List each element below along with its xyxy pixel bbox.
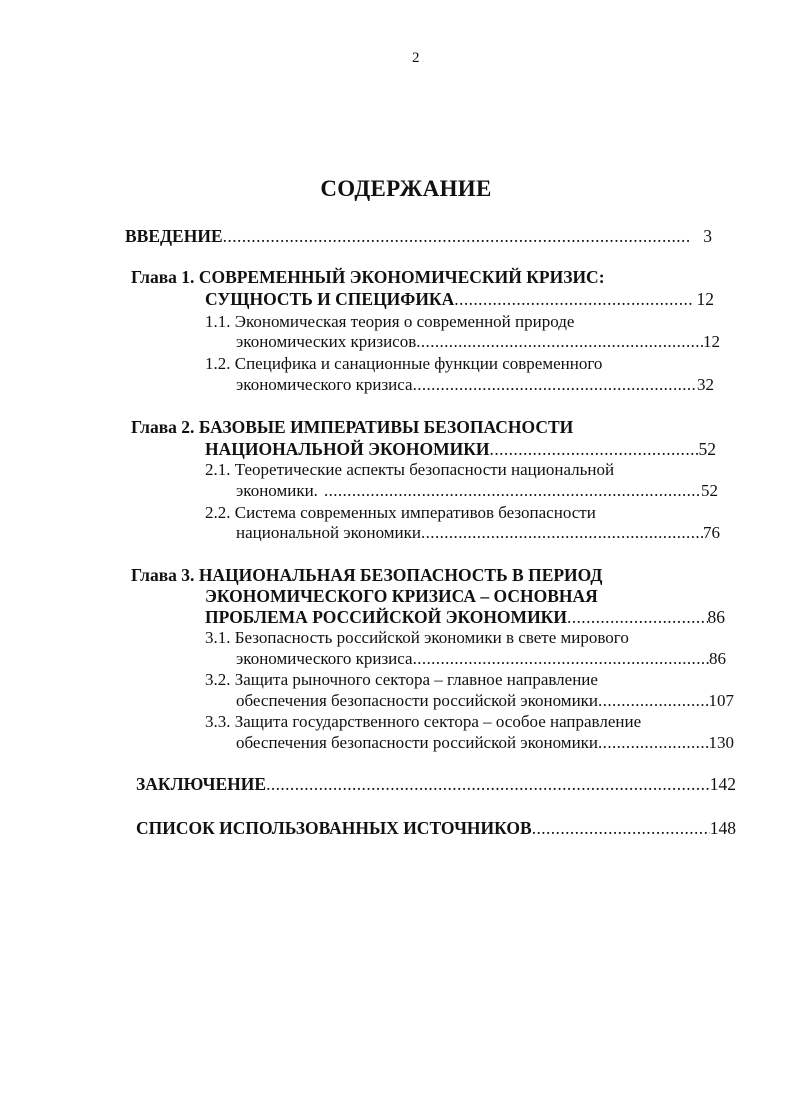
section-3-1-page: 86	[709, 649, 726, 668]
chapter-1-heading-line-2	[205, 288, 714, 310]
section-2-2-line-2	[236, 522, 720, 544]
section-1-2-text-1: Специфика и санационные функции современного	[234, 354, 603, 373]
section-3-1-text-1: Безопасность российской экономики в свете мирового	[234, 628, 629, 647]
toc-leader-dots	[490, 438, 699, 460]
chapter-1-title-line-1: СОВРЕМЕННЫЙ ЭКОНОМИЧЕСКИЙ КРИЗИС:	[198, 267, 605, 287]
section-3-2-page: 107	[708, 691, 734, 710]
section-3-3-page: 130	[708, 733, 734, 752]
toc-leader-dots	[413, 374, 697, 396]
section-2-1-line-2	[236, 480, 718, 502]
chapter-3-heading-line-1	[131, 564, 602, 586]
page-title: СОДЕРЖАНИЕ	[320, 176, 492, 201]
toc-leader-dots	[416, 331, 703, 353]
section-3-1-text-2: экономического кризиса	[236, 649, 413, 668]
section-1-2-text-2: экономического кризиса	[236, 375, 413, 394]
toc-intro-label: ВВЕДЕНИЕ	[125, 226, 223, 246]
section-1-1-page: 12	[703, 332, 720, 351]
section-2-2-text-2: национальной экономики	[236, 523, 421, 542]
chapter-1-title-line-2: СУЩНОСТЬ И СПЕЦИФИКА	[205, 289, 455, 309]
chapter-3-heading-line-2	[205, 585, 598, 607]
toc-conclusion[interactable]	[136, 773, 736, 795]
section-1-1-line-2	[236, 331, 720, 353]
toc-sources-label: СПИСОК ИСПОЛЬЗОВАННЫХ ИСТОЧНИКОВ	[136, 818, 532, 838]
section-1-2-line-2	[236, 374, 714, 396]
chapter-3-title-line-2: ЭКОНОМИЧЕСКОГО КРИЗИСА – ОСНОВНАЯ	[205, 586, 598, 606]
toc-leader-dots	[324, 480, 701, 502]
section-2-1-text-1: Теоретические аспекты безопасности национальной	[234, 460, 615, 479]
toc-leader-dots	[598, 690, 708, 712]
toc-leader-dots	[532, 817, 710, 839]
section-3-3-line-1	[205, 711, 641, 733]
section-3-1-line-1	[205, 627, 629, 649]
toc-leader-dots	[223, 225, 690, 247]
section-3-2-text-2: обеспечения безопасности российской экономики	[236, 691, 599, 710]
chapter-3-title-line-3: ПРОБЛЕМА РОССИЙСКОЙ ЭКОНОМИКИ	[205, 607, 567, 627]
chapter-3-prefix: Глава 3.	[131, 565, 195, 585]
toc-leader-dots	[598, 732, 708, 754]
chapter-3-page: 86	[707, 607, 725, 627]
chapter-3-heading-line-3	[205, 606, 725, 628]
section-2-2-num: 2.2.	[205, 503, 231, 522]
toc-sources-page: 148	[709, 818, 736, 838]
section-2-2-line-1	[205, 502, 596, 524]
toc-leader-dots	[421, 522, 703, 544]
section-2-2-text-1: Система современных императивов безопасности	[234, 503, 596, 522]
section-1-1-num: 1.1.	[205, 312, 231, 331]
section-1-1-line-1	[205, 311, 574, 333]
chapter-1-prefix: Глава 1.	[131, 267, 195, 287]
page-number: 2	[412, 50, 420, 66]
toc-conclusion-page: 142	[709, 774, 736, 794]
section-3-2-text-1: Защита рыночного сектора – главное направление	[234, 670, 598, 689]
section-3-2-num: 3.2.	[205, 670, 231, 689]
section-2-1-num: 2.1.	[205, 460, 231, 479]
chapter-2-heading-line-1	[131, 416, 573, 438]
section-2-2-page: 76	[703, 523, 720, 542]
chapter-2-heading-line-2	[205, 438, 716, 460]
section-2-1-line-1	[205, 459, 614, 481]
chapter-3-title-line-1: НАЦИОНАЛЬНАЯ БЕЗОПАСНОСТЬ В ПЕРИОД	[198, 565, 603, 585]
section-1-1-text-1: Экономическая теория о современной природе	[234, 312, 575, 331]
section-2-1-page: 52	[701, 481, 718, 500]
chapter-2-prefix: Глава 2.	[131, 417, 195, 437]
section-1-1-text-2: экономических кризисов	[236, 332, 417, 351]
toc-leader-dots	[454, 288, 692, 310]
section-3-1-num: 3.1.	[205, 628, 231, 647]
section-3-3-num: 3.3.	[205, 712, 231, 731]
chapter-1-page: 12	[696, 289, 714, 309]
chapter-2-page: 52	[698, 439, 716, 459]
section-1-2-line-1	[205, 353, 602, 375]
section-3-2-line-2	[236, 690, 734, 712]
chapter-2-title-line-2: НАЦИОНАЛЬНОЙ ЭКОНОМИКИ	[205, 439, 490, 459]
toc-leader-dots	[266, 773, 710, 795]
toc-conclusion-label: ЗАКЛЮЧЕНИЕ	[136, 774, 267, 794]
toc-leader-dots	[413, 648, 709, 670]
section-3-3-line-2	[236, 732, 734, 754]
toc-intro[interactable]	[125, 225, 712, 247]
section-3-3-text-2: обеспечения безопасности российской экономики	[236, 733, 599, 752]
section-1-2-num: 1.2.	[205, 354, 231, 373]
section-1-2-page: 32	[697, 375, 714, 394]
section-3-2-line-1	[205, 669, 598, 691]
section-3-1-line-2	[236, 648, 726, 670]
toc-leader-dots	[567, 606, 708, 628]
toc-intro-page: 3	[703, 226, 712, 246]
chapter-1-heading-line-1	[131, 266, 605, 288]
toc-sources[interactable]	[136, 817, 736, 839]
chapter-2-title-line-1: БАЗОВЫЕ ИМПЕРАТИВЫ БЕЗОПАСНОСТИ	[198, 417, 574, 437]
section-3-3-text-1: Защита государственного сектора – особое направление	[234, 712, 642, 731]
section-2-1-text-2: экономики.	[236, 481, 318, 500]
